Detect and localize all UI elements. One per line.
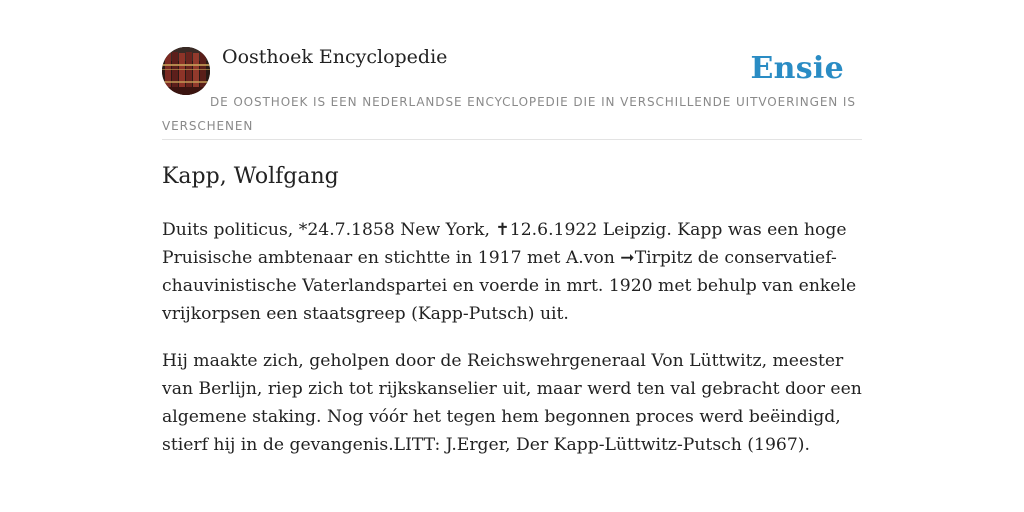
site-header (162, 0, 862, 140)
site-title[interactable]: Oosthoek Encyclopedie (222, 46, 448, 68)
book-spines-icon (162, 47, 210, 95)
brand-logo[interactable]: Ensie (750, 51, 844, 86)
book-spines-avatar[interactable] (162, 47, 210, 95)
entry-title: Kapp, Wolfgang (162, 164, 339, 189)
entry-paragraph: Duits politicus, *24.7.1858 New York, ✝12.6.1922 Leipzig. Kapp was een hoge Pruisische ambtenaar en stichtte in 1917 met A.von ➞Tirpitz de conservatief-chauvinistische Vaterlandspartei en voerde in mrt. 1920 met behulp van enkele vrijkorpsen een staatsgreep (Kapp-Putsch) uit. (162, 220, 857, 324)
page (162, 0, 862, 512)
entry-paragraph: Hij maakte zich, geholpen door de Reichswehrgeneraal Von Lüttwitz, meester van Berlijn, riep zich tot rijkskanselier uit, maar werd ten val gebracht door een algemene staking. Nog vóór het tegen hem begonnen proces werd beëindigd, stierf hij in de gevangenis.LITT: J.Erger, Der Kapp-Lüttwitz-Putsch (1967). (162, 351, 862, 455)
site-tagline: DE OOSTHOEK IS EEN NEDERLANDSE ENCYCLOPEDIE DIE IN VERSCHILLENDE UITVOERINGEN IS VERSCHENEN (162, 95, 856, 133)
